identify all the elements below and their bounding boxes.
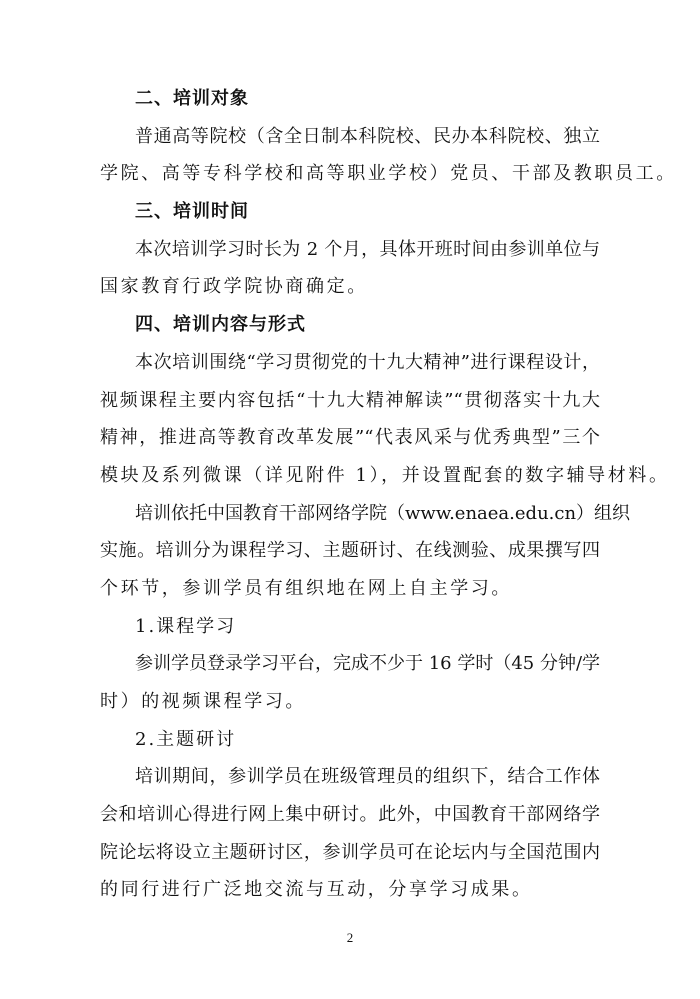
paragraph [100,495,631,608]
text-line: 参训学员登录学习平台，完成不少于 16 学时（45 分钟/学 [135,653,601,675]
paragraph [100,231,600,306]
text-line: 1.课程学习 [135,615,237,637]
text-line: 本次培训学习时长为 2 个月，具体开班时间由参训单位与 [135,238,600,260]
text-line: 视频课程主要内容包括“十九大精神解读”“贯彻落实十九大 [100,389,600,411]
text-line: 普通高等院校（含全日制本科院校、民办本科院校、独立 [135,125,600,147]
text-line: 本次培训围绕“学习贯彻党的十九大精神”进行课程设计， [135,351,600,373]
section-heading [100,193,600,231]
text-line: 精神，推进高等教育改革发展”“代表风采与优秀典型”三个 [100,427,600,449]
paragraph [100,758,600,909]
text-line: 培训期间，参训学员在班级管理员的组织下，结合工作体 [135,766,600,788]
text-line: 学院、高等专科学校和高等职业学校）党员、干部及教职员工。 [100,163,677,185]
text-line: 时）的视频课程学习。 [100,691,306,712]
text-line: 的同行进行广泛地交流与互动，分享学习成果。 [100,879,533,901]
paragraph [100,344,670,495]
text-line: 模块及系列微课（详见附件 1），并设置配套的数字辅导材料。 [100,464,670,486]
text-line: 个环节，参训学员有组织地在网上自主学习。 [100,577,512,599]
text-line: 四、培训内容与形式 [135,314,306,336]
section-heading [100,80,600,118]
subsection-heading [100,721,600,759]
text-line: 二、培训对象 [135,88,249,109]
paragraph [100,118,677,193]
text-line: 2.主题研讨 [135,728,237,750]
text-line: 院论坛将设立主题研讨区，参训学员可在论坛内与全国范围内 [100,841,600,863]
page-number: 2 [346,930,354,945]
text-line: 实施。培训分为课程学习、主题研讨、在线测验、成果撰写四 [100,540,600,562]
paragraph [100,645,600,720]
subsection-heading [100,608,600,646]
text-line: 培训依托中国教育干部网络学院（www.enaea.edu.cn）组织 [135,502,631,524]
text-line: 会和培训心得进行网上集中研讨。此外，中国教育干部网络学 [100,804,600,826]
section-heading [100,306,600,344]
text-line: 国家教育行政学院协商确定。 [100,276,368,298]
document-body [100,80,677,909]
text-line: 三、培训时间 [135,201,249,223]
